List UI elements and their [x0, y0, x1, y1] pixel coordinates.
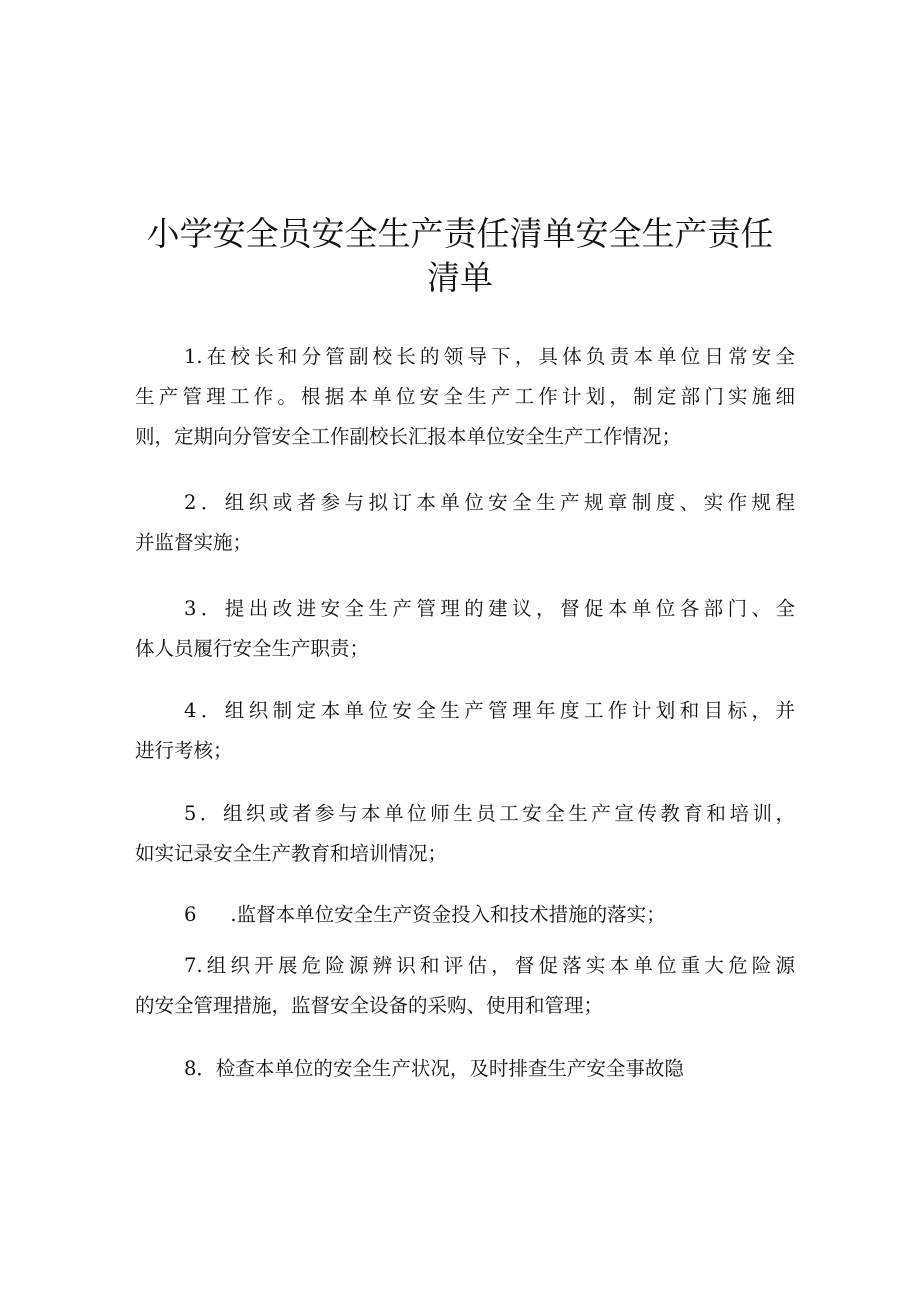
paragraph-line: 2．组织或者参与拟订本单位安全生产规章制度、实作规程	[184, 491, 795, 514]
paragraph-line: 的安全管理措施，监督安全设备的采购、使用和管理；	[135, 994, 604, 1017]
paragraph-line: 生产管理工作。根据本单位安全生产工作计划，制定部门实施细	[135, 385, 795, 408]
document-title-line-2: 清单	[427, 258, 493, 297]
paragraph-line: 并监督实施；	[135, 531, 253, 554]
paragraph-line	[135, 895, 795, 935]
paragraph-4	[135, 691, 795, 771]
paragraph-line: 3．提出改进安全生产管理的建议，督促本单位各部门、全	[184, 597, 795, 620]
paragraph-line: 1.在校长和分管副校长的领导下，具体负责本单位日常安全	[184, 345, 795, 368]
paragraph-8	[135, 1049, 795, 1089]
paragraph-5	[135, 794, 795, 874]
paragraph-2	[135, 483, 795, 563]
paragraph-line: 体人员履行安全生产职责；	[135, 637, 370, 660]
paragraph-text: .监督本单位安全生产资金投入和技术措施的落实；	[230, 903, 666, 926]
paragraph-3	[135, 589, 795, 669]
paragraph-line: 进行考核；	[135, 739, 233, 762]
paragraph-line: 8．检查本单位的安全生产状况，及时排查生产安全事故隐	[184, 1057, 684, 1080]
paragraph-6	[135, 895, 795, 935]
document-title-line-1: 小学安全员安全生产责任清单安全生产责任	[146, 214, 774, 253]
paragraph-number: 6	[184, 903, 197, 926]
paragraph-1	[135, 337, 795, 457]
paragraph-line: 5．组织或者参与本单位师生员工安全生产宣传教育和培训，	[184, 802, 795, 825]
paragraph-line: 如实记录安全生产教育和培训情况；	[135, 842, 448, 865]
paragraph-line: 则，定期向分管安全工作副校长汇报本单位安全生产工作情况；	[135, 425, 682, 448]
paragraph-line: 7.组织开展危险源辨识和评估，督促落实本单位重大危险源	[184, 954, 795, 977]
paragraph-line: 4．组织制定本单位安全生产管理年度工作计划和目标，并	[184, 699, 795, 722]
paragraph-7	[135, 946, 795, 1026]
